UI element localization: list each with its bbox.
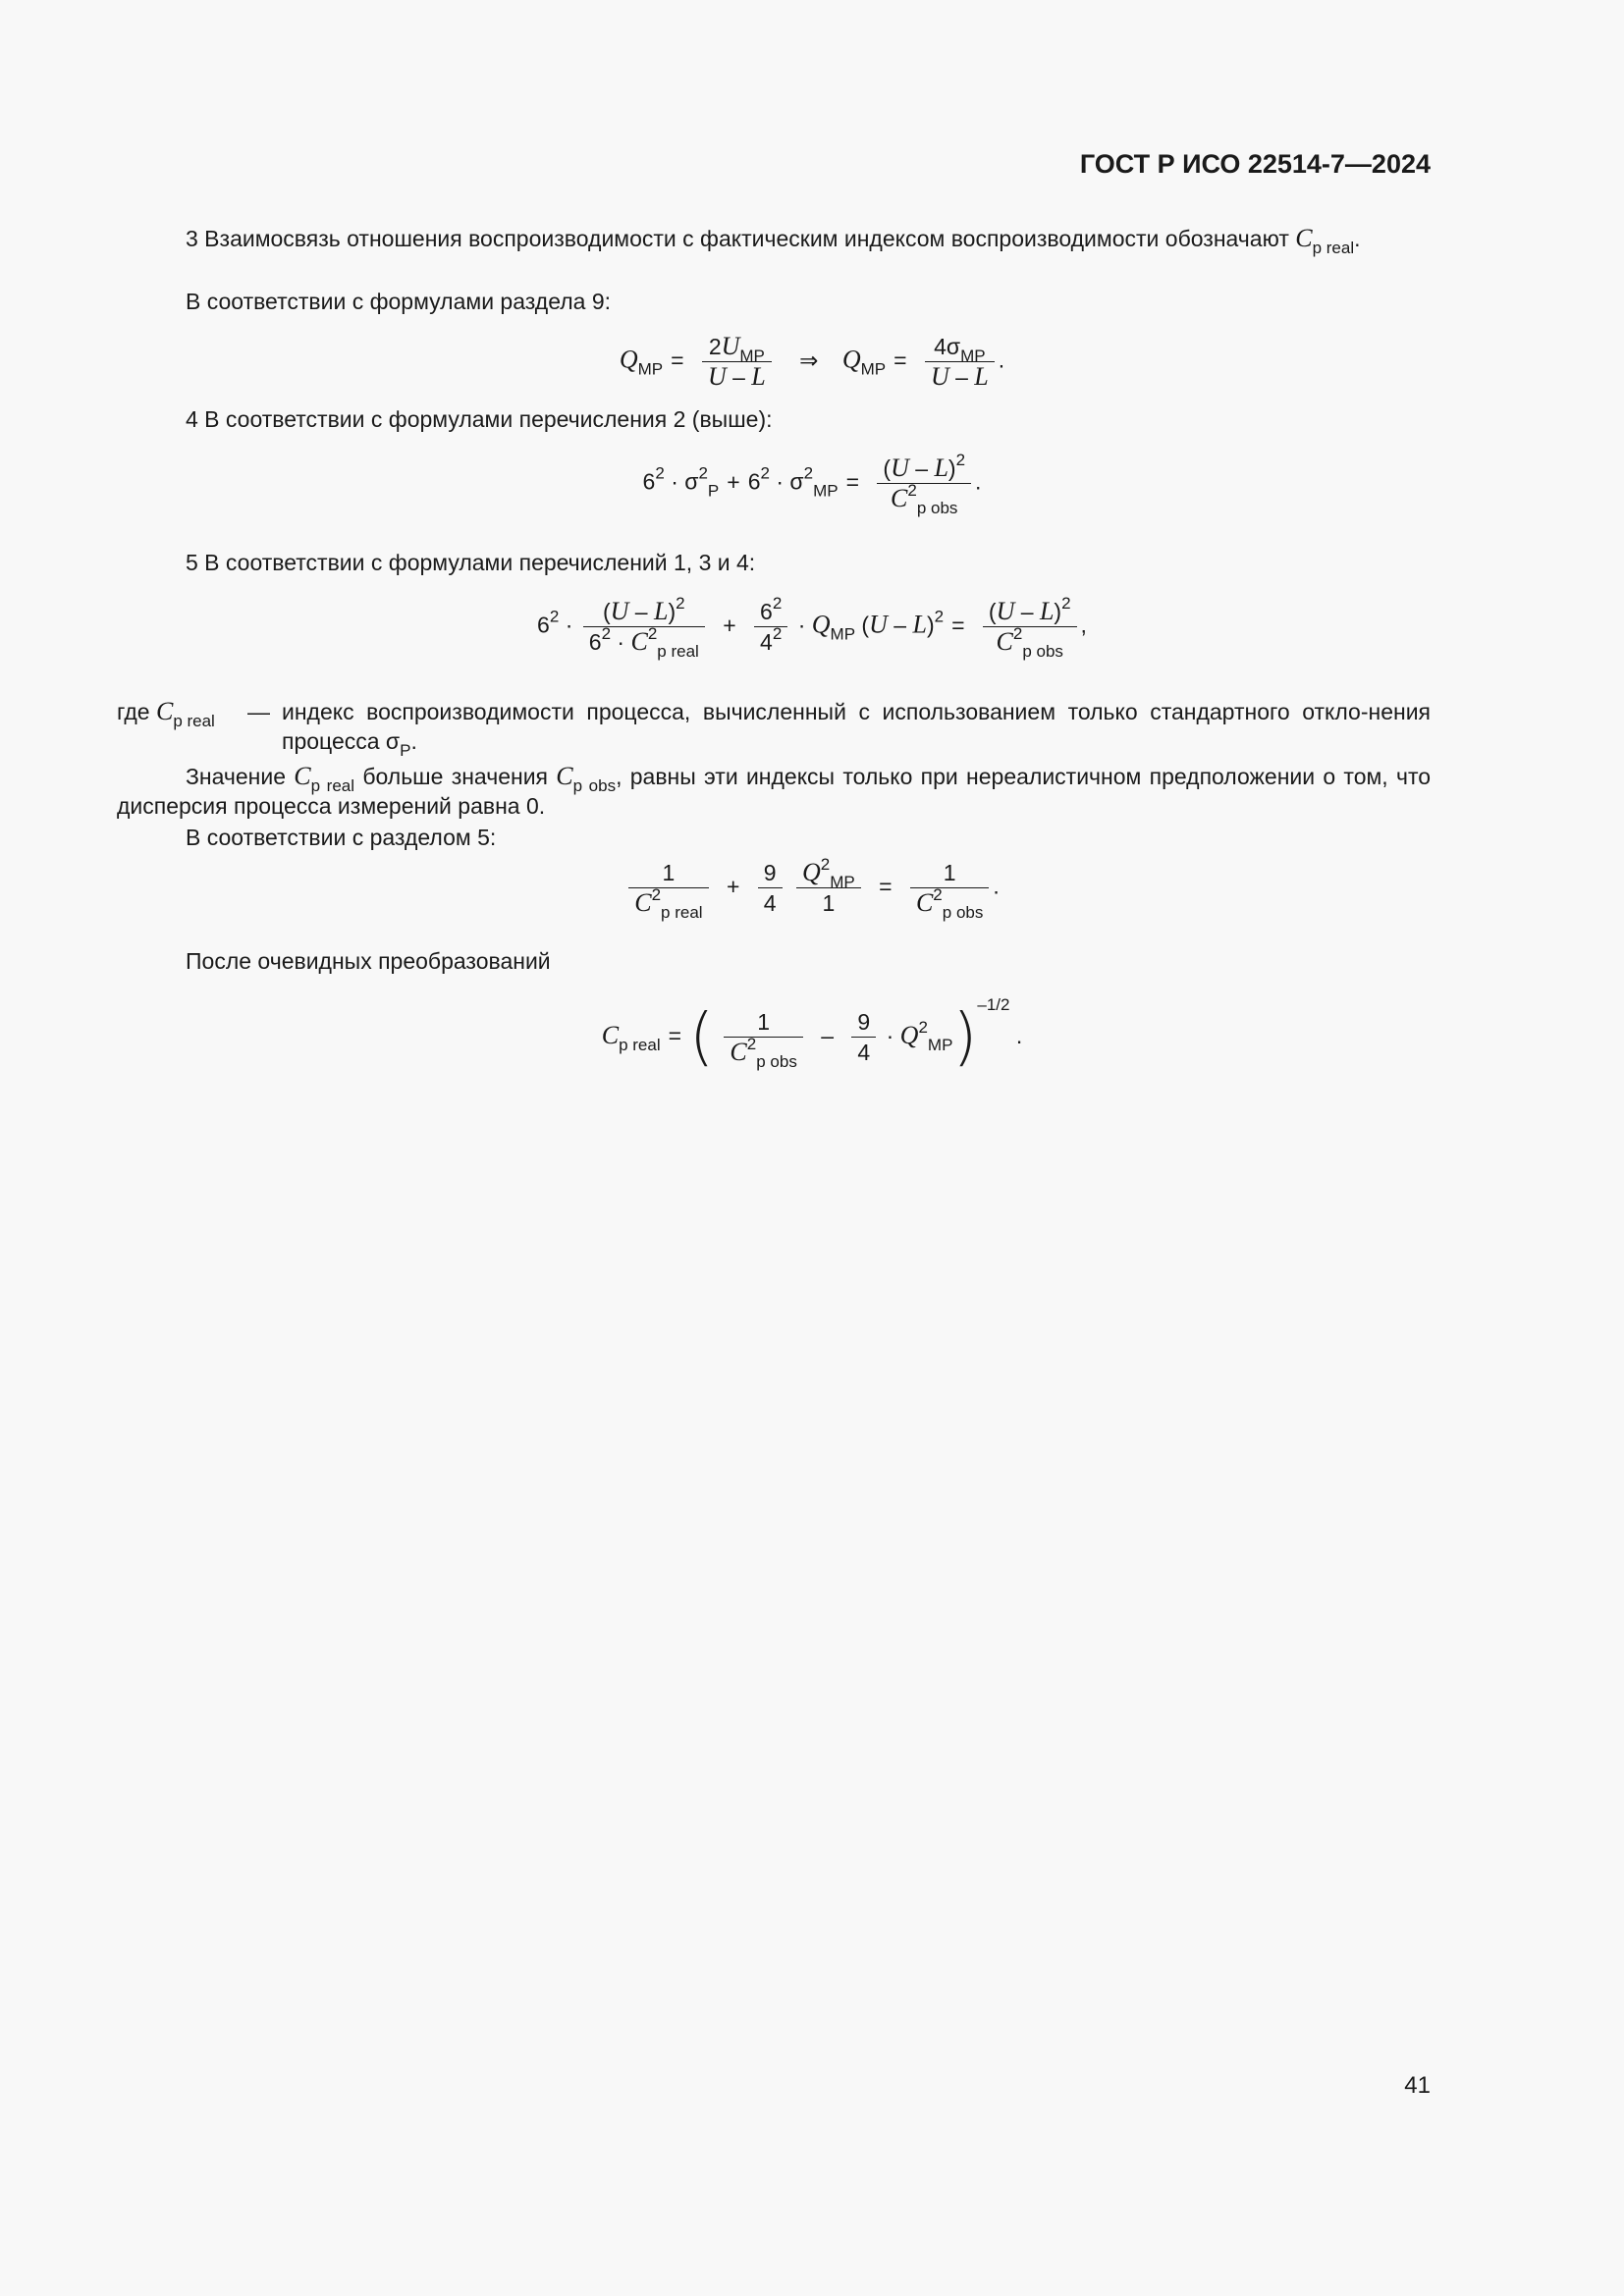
where-term: где $C_{p real}$ (117, 697, 215, 730)
where-dash: — (247, 699, 270, 724)
paragraph-transform: После очевидных преобразований (186, 948, 551, 974)
page-number: 41 (1404, 2072, 1431, 2099)
paragraph-3-text: 3 Взаимосвязь отношения воспроизводимости с фактическим индексом воспроизводимости обозначают (186, 226, 1289, 251)
cp-real-symbol: C (1295, 224, 1313, 252)
paragraph-section9: В соответствии с формулами раздела 9: (186, 289, 612, 314)
formula-4: $\frac{1}{C^2_{p real}}$ + $\frac{9}{4}$ $\frac{Q^2_{MP}}{1}$ = $\frac{1}{C^2_{p obs}}$ . (0, 858, 1624, 918)
document-header: ГОСТ Р ИСО 22514-7—2024 (1079, 149, 1431, 179)
paragraph-3 (117, 224, 1431, 257)
paragraph-4: 4 В соответствии с формулами перечисления 2 (выше): (186, 406, 773, 432)
formula-1: $Q_{MP}$ = $\frac{2U_{MP}}{U - L}$ ⇒ $Q_{MP}$ = $\frac{4\sigma_{MP}}{U - L}$ . (619, 332, 1005, 391)
paragraph-section5: В соответствии с разделом 5: (186, 825, 497, 850)
formula-2: $6^2 \cdot \sigma^2_P + 6^2 \cdot \sigma^2_{MP}$ = $\frac{(U - L)^2}{C^2_{p obs}}$ . (642, 451, 982, 517)
where-definition: индекс воспроизводимости процесса, вычисленный с использованием только стандартного откло-нения процесса $\sigma_P$. (282, 699, 1431, 760)
paragraph-5: 5 В соответствии с формулами перечислений 1, 3 и 4: (186, 550, 756, 575)
paragraph-3-end: . (1354, 226, 1361, 251)
formula-3: $6^2$ · $\frac{(U - L)^2}{6^2 \cdot C^2_{p real}}$ + $\frac{6^2}{4^2}$ · $Q_{MP}$ (U – L)$^2$ = $\frac{(U - L)^2}{C^2_{p obs}}$ , (537, 594, 1087, 661)
cp-real-subscript: p real (1312, 239, 1355, 257)
formula-5: $C_{p real}$ = ( $\frac{1}{C^2_{p obs}}$ – $\frac{9}{4}$ · $Q^2_{MP})^{-1/2}$ . (601, 995, 1023, 1074)
paragraph-value: Значение $C_{p real}$ больше значения $C_{p obs}$, равны эти индексы только при нереалистичном предположении о том, что дисперсия процесса измерений равна 0. (117, 762, 1432, 819)
